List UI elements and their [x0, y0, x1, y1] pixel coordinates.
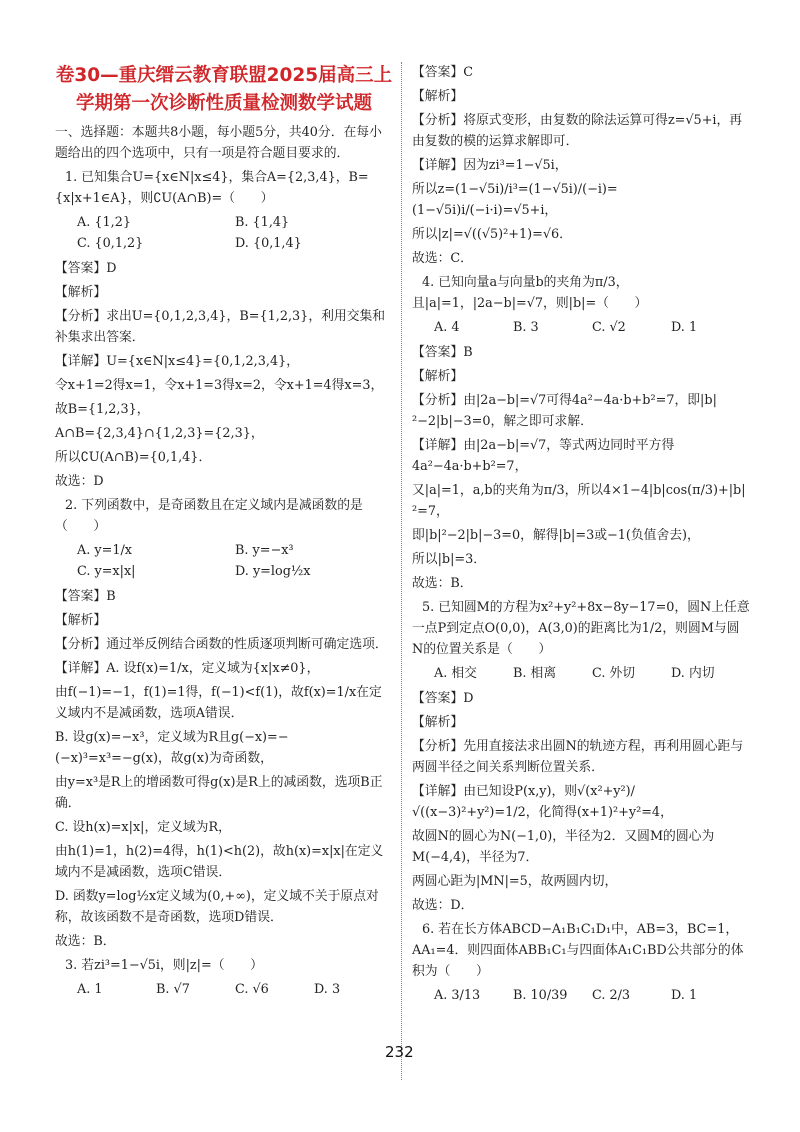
answer-option: B. 相离 [513, 666, 557, 681]
question-text: 5. 已知圆M的方程为x²+y²+8x−8y−17=0，圆N上任意一点P到定点O(0,0)，A(3,0)的距离比为1/2，则圆M与圆N的位置关系是（ ） [412, 600, 750, 657]
question-text: 1. 已知集合U={x∈N|x≤4}，集合A={2,3,4}，B={x|x+1∈A}，则∁U(A∩B)=（ ） [55, 170, 369, 206]
paragraph: 【解析】 [55, 613, 107, 628]
page-title: 卷30—重庆缙云教育联盟2025届高三上学期第一次诊断性质量检测数学试题 [55, 65, 393, 114]
answer-option: A. {1,2} [77, 215, 132, 230]
left-column-body [55, 122, 393, 1000]
paragraph: 【分析】先用直接法求出圆N的轨迹方程，再利用圆心距与两圆半径之间关系判断位置关系． [412, 739, 744, 775]
paragraph: 【解析】 [412, 715, 464, 730]
paragraph: 【分析】将原式变形，由复数的除法运算可得z=√5+i，再由复数的模的运算求解即可． [412, 113, 743, 149]
paragraph: 即|b|²−2|b|−3=0，解得|b|=3或−1(负值舍去)， [412, 528, 700, 543]
paragraph: 由f(−1)=−1，f(1)=1得，f(−1)<f(1)，故f(x)=1/x在定义域内不是减函数，选项A错误． [55, 685, 382, 721]
column-divider [401, 62, 402, 1080]
paragraph: 由h(1)=1，h(2)=4得，h(1)<h(2)，故h(x)=x|x|在定义域内不是减函数，选项C错误． [55, 844, 384, 880]
answer-option: B. y=−x³ [235, 543, 294, 558]
answer-option: C. {0,1,2} [77, 236, 144, 251]
paragraph: 故选：B． [55, 934, 116, 949]
right-column-body [412, 62, 750, 1006]
paragraph: 【分析】求出U={0,1,2,3,4}，B={1,2,3}，利用交集和补集求出答案． [55, 309, 386, 345]
paragraph: 由y=x³是R上的增函数可得g(x)是R上的减函数，选项B正确． [55, 775, 383, 811]
answer-option: D. y=log½x [235, 564, 311, 579]
paragraph: 所以∁U(A∩B)={0,1,4}． [55, 450, 212, 465]
answer-option: C. √2 [592, 320, 626, 335]
paragraph: 【详解】A. 设f(x)=1/x，定义域为{x|x≠0}， [55, 661, 320, 676]
paragraph: 故选：D． [412, 898, 474, 913]
paragraph: 【解析】 [412, 369, 464, 384]
answer-option: A. y=1/x [77, 543, 132, 558]
paragraph: 两圆心距为|MN|=5，故两圆内切， [412, 874, 618, 889]
paragraph: 所以|b|=3． [412, 552, 487, 567]
answer-option: A. 3/13 [434, 988, 481, 1003]
paragraph: 故选：C． [412, 251, 473, 266]
paragraph: D. 函数y=log½x定义域为(0,+∞)，定义域不关于原点对称，故该函数不是奇函数，选项D错误． [55, 889, 379, 925]
question-text: 6. 若在长方体ABCD−A₁B₁C₁D₁中，AB=3，BC=1，AA₁=4．则四面体ABB₁C₁与四面体A₁C₁BD公共部分的体积为（ ） [412, 922, 744, 979]
answer-option: C. √6 [235, 982, 269, 997]
question-text: 3. 若zi³=1−√5i，则|z|=（ ） [65, 958, 263, 973]
answer-option: A. 1 [77, 982, 103, 997]
paragraph: 故选：B． [412, 576, 473, 591]
answer-option: C. 2/3 [592, 988, 631, 1003]
paragraph: 一、选择题：本题共8小题，每小题5分，共40分．在每小题给出的四个选项中，只有一项是符合题目要求的． [55, 125, 382, 161]
paragraph: 又|a|=1，a,b的夹角为π/3，所以4×1−4|b|cos(π/3)+|b|²=7， [412, 483, 746, 519]
paragraph: 【详解】因为zi³=1−√5i， [412, 158, 568, 173]
paragraph: 【答案】D [412, 691, 474, 706]
paragraph: 【详解】由|2a−b|=√7，等式两边同时平方得4a²−4a·b+b²=7， [412, 438, 675, 474]
answer-option: D. {0,1,4} [235, 236, 302, 251]
paragraph: 所以|z|=√((√5)²+1)=√6． [412, 227, 572, 242]
answer-options [412, 985, 750, 1006]
answer-option: B. 10/39 [513, 988, 568, 1003]
answer-options [412, 663, 750, 684]
answer-option: D. 1 [671, 988, 698, 1003]
paragraph: A∩B={2,3,4}∩{1,2,3}={2,3}， [55, 426, 264, 441]
answer-options [55, 979, 393, 1000]
answer-options [412, 317, 750, 338]
paragraph: 【答案】B [412, 345, 473, 360]
paragraph: 令x+1=2得x=1，令x+1=3得x=2，令x+1=4得x=3， [55, 378, 384, 393]
right-column [412, 62, 750, 1010]
answer-option: C. y=x|x| [77, 564, 136, 579]
left-column [55, 62, 393, 1004]
answer-option: D. 3 [314, 982, 341, 997]
question-text: 4. 已知向量a与向量b的夹角为π/3，且|a|=1，|2a−b|=√7，则|b|=（ ） [412, 275, 648, 311]
paragraph: 故圆N的圆心为N(−1,0)，半径为2．又圆M的圆心为M(−4,4)，半径为7． [412, 829, 715, 865]
paragraph: 【详解】U={x∈N|x≤4}={0,1,2,3,4}， [55, 354, 300, 369]
answer-option: B. √7 [156, 982, 190, 997]
answer-option: B. 3 [513, 320, 539, 335]
paragraph: 故B={1,2,3}， [55, 402, 150, 417]
paragraph: 【答案】B [55, 589, 116, 604]
answer-option: A. 相交 [434, 666, 477, 681]
question-text: 2. 下列函数中，是奇函数且在定义域内是减函数的是（ ） [55, 498, 363, 534]
answer-options [55, 212, 393, 254]
paragraph: 【答案】C [412, 65, 473, 80]
paragraph: B. 设g(x)=−x³，定义域为R且g(−x)=−(−x)³=x³=−g(x)，故g(x)为奇函数， [55, 730, 289, 766]
paragraph: C. 设h(x)=x|x|，定义域为R， [55, 820, 231, 835]
paragraph: 【解析】 [55, 285, 107, 300]
paragraph: 【答案】D [55, 261, 117, 276]
paragraph: 所以z=(1−√5i)/i³=(1−√5i)/(−i)=(1−√5i)i/(−i·i)=√5+i， [412, 182, 618, 218]
answer-option: D. 内切 [671, 666, 715, 681]
paragraph: 故选：D [55, 474, 104, 489]
page-number: 232 [385, 1043, 414, 1061]
answer-option: C. 外切 [592, 666, 636, 681]
answer-options [55, 540, 393, 582]
answer-option: D. 1 [671, 320, 698, 335]
paragraph: 【解析】 [412, 89, 464, 104]
answer-option: B. {1,4} [235, 215, 290, 230]
paragraph: 【分析】通过举反例结合函数的性质逐项判断可确定选项． [55, 637, 388, 652]
paragraph: 【详解】由已知设P(x,y)，则√(x²+y²)/√((x−3)²+y²)=1/2，化简得(x+1)²+y²=4， [412, 784, 673, 820]
paragraph: 【分析】由|2a−b|=√7可得4a²−4a·b+b²=7，即|b|²−2|b|−3=0，解之即可求解． [412, 393, 717, 429]
answer-option: A. 4 [434, 320, 460, 335]
